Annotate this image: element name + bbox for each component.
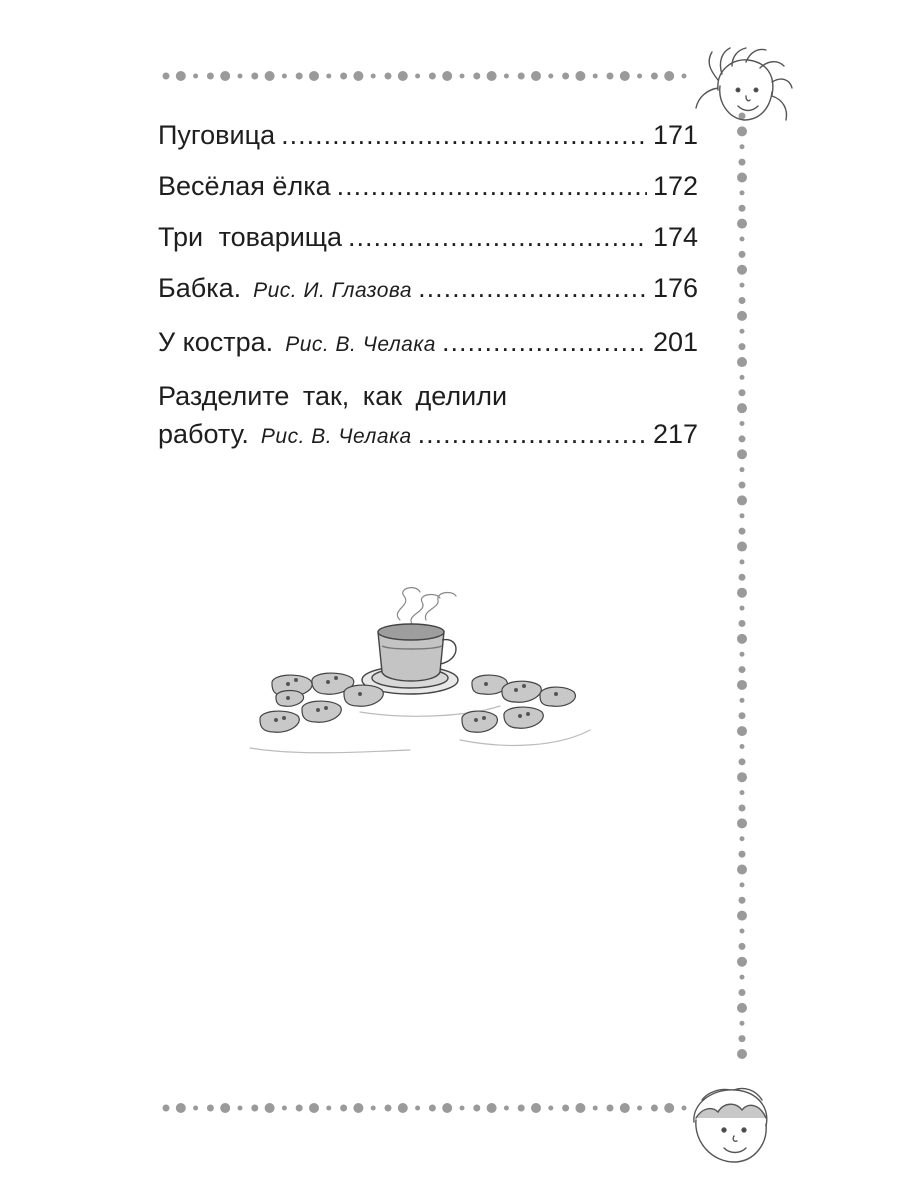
border-dot xyxy=(740,928,745,933)
dotted-border-bottom xyxy=(160,1100,690,1116)
border-dot xyxy=(737,173,747,183)
border-dot xyxy=(442,71,452,81)
toc-dot-leader xyxy=(337,167,647,205)
toc-entry-title: Бабка. xyxy=(158,273,242,303)
border-dot xyxy=(309,71,319,81)
border-dot xyxy=(682,74,687,79)
border-dot xyxy=(737,726,747,736)
border-dot xyxy=(740,467,745,472)
toc-entry-title-line: Разделите так, как делили xyxy=(158,381,508,411)
toc-entry xyxy=(158,323,698,364)
border-dot xyxy=(282,1106,287,1111)
border-dot xyxy=(740,513,745,518)
border-dot xyxy=(265,71,275,81)
border-dot xyxy=(739,758,746,765)
border-dot xyxy=(518,1105,525,1112)
border-dot xyxy=(739,574,746,581)
border-dot xyxy=(737,634,747,644)
border-dot xyxy=(737,219,747,229)
border-dot xyxy=(562,73,569,80)
border-dot xyxy=(473,1105,480,1112)
border-dot xyxy=(739,435,746,442)
toc-page-number: 171 xyxy=(652,120,698,150)
border-dot xyxy=(739,897,746,904)
border-dot xyxy=(739,343,746,350)
toc-page-number: 201 xyxy=(652,327,698,357)
border-dot xyxy=(531,71,541,81)
toc-illustrator-credit: Рис. В. Челака xyxy=(285,333,436,356)
border-dot xyxy=(504,1106,509,1111)
border-dot xyxy=(737,957,747,967)
toc-entry-title-line: работу. xyxy=(158,419,249,449)
border-dot xyxy=(296,73,303,80)
border-dot xyxy=(737,542,747,552)
border-dot xyxy=(531,1103,541,1113)
border-dot xyxy=(326,74,331,79)
border-dot xyxy=(562,1105,569,1112)
border-dot xyxy=(740,975,745,980)
border-dot xyxy=(309,1103,319,1113)
border-dot xyxy=(398,1103,408,1113)
dotted-border-top xyxy=(160,68,690,84)
border-dot xyxy=(739,205,746,212)
border-dot xyxy=(251,73,258,80)
border-dot xyxy=(737,680,747,690)
border-dot xyxy=(739,804,746,811)
border-dot xyxy=(415,1106,420,1111)
border-dot xyxy=(737,1049,747,1059)
border-dot xyxy=(593,1106,598,1111)
border-dot xyxy=(737,818,747,828)
table-of-contents xyxy=(158,116,698,469)
border-dot xyxy=(193,74,198,79)
border-dot xyxy=(326,1106,331,1111)
border-dot xyxy=(398,71,408,81)
border-dot xyxy=(737,864,747,874)
toc-dot-leader xyxy=(418,269,647,307)
border-dot xyxy=(740,836,745,841)
tea-cup-icon xyxy=(362,624,458,694)
border-dot xyxy=(740,190,745,195)
border-dot xyxy=(487,71,497,81)
border-dot xyxy=(371,1106,376,1111)
cookie-icon xyxy=(462,675,576,732)
toc-entry xyxy=(158,116,698,154)
boy-face-icon xyxy=(672,1078,782,1168)
border-dot xyxy=(740,144,745,149)
border-dot xyxy=(575,71,585,81)
border-dot xyxy=(737,911,747,921)
border-dot xyxy=(740,283,745,288)
toc-entry xyxy=(158,218,698,256)
border-dot xyxy=(739,666,746,673)
border-dot xyxy=(238,74,243,79)
border-dot xyxy=(739,389,746,396)
border-dot xyxy=(737,357,747,367)
border-dot xyxy=(620,71,630,81)
toc-entry-title: Три товарища xyxy=(158,222,343,252)
tea-and-cookies-illustration xyxy=(240,580,600,770)
border-dot xyxy=(737,449,747,459)
border-dot xyxy=(442,1103,452,1113)
border-dot xyxy=(737,495,747,505)
border-dot xyxy=(740,652,745,657)
border-dot xyxy=(251,1105,258,1112)
border-dot xyxy=(207,73,214,80)
border-dot xyxy=(739,482,746,489)
border-dot xyxy=(740,237,745,242)
border-dot xyxy=(737,311,747,321)
border-dot xyxy=(593,74,598,79)
border-dot xyxy=(664,71,674,81)
border-dot xyxy=(607,73,614,80)
border-dot xyxy=(740,882,745,887)
border-dot xyxy=(353,71,363,81)
border-dot xyxy=(429,73,436,80)
border-dot xyxy=(739,159,746,166)
border-dot xyxy=(739,297,746,304)
border-dot xyxy=(620,1103,630,1113)
toc-entry-title: Пуговица xyxy=(158,120,276,150)
border-dot xyxy=(473,73,480,80)
border-dot xyxy=(740,559,745,564)
border-dot xyxy=(504,74,509,79)
border-dot xyxy=(739,712,746,719)
border-dot xyxy=(739,943,746,950)
border-dot xyxy=(740,375,745,380)
toc-illustrator-credit: Рис. В. Челака xyxy=(260,425,412,448)
border-dot xyxy=(548,74,553,79)
border-dot xyxy=(238,1106,243,1111)
border-dot xyxy=(740,1021,745,1026)
border-dot xyxy=(739,851,746,858)
border-dot xyxy=(739,989,746,996)
border-dot xyxy=(739,528,746,535)
border-dot xyxy=(282,74,287,79)
border-dot xyxy=(737,772,747,782)
border-dot xyxy=(220,1103,230,1113)
toc-entry-title: Весёлая ёлка xyxy=(158,171,331,201)
border-dot xyxy=(385,73,392,80)
toc-dot-leader xyxy=(442,323,647,361)
border-dot xyxy=(737,265,747,275)
toc-page-number: 172 xyxy=(652,171,698,201)
border-dot xyxy=(163,73,170,80)
toc-entry xyxy=(158,377,698,456)
girl-face-icon xyxy=(688,40,798,130)
border-dot xyxy=(575,1103,585,1113)
border-dot xyxy=(518,73,525,80)
border-dot xyxy=(207,1105,214,1112)
toc-dot-leader xyxy=(418,415,647,453)
dotted-border-right xyxy=(734,110,750,1060)
border-dot xyxy=(740,698,745,703)
border-dot xyxy=(740,421,745,426)
border-dot xyxy=(371,74,376,79)
border-dot xyxy=(607,1105,614,1112)
border-dot xyxy=(353,1103,363,1113)
border-dot xyxy=(340,73,347,80)
border-dot xyxy=(220,71,230,81)
border-dot xyxy=(637,74,642,79)
border-dot xyxy=(487,1103,497,1113)
border-dot xyxy=(548,1106,553,1111)
toc-entry-title: У костра. xyxy=(158,327,274,357)
border-dot xyxy=(340,1105,347,1112)
toc-page-number: 217 xyxy=(652,419,698,449)
border-dot xyxy=(296,1105,303,1112)
border-dot xyxy=(739,1035,746,1042)
border-dot xyxy=(460,74,465,79)
border-dot xyxy=(193,1106,198,1111)
border-dot xyxy=(429,1105,436,1112)
border-dot xyxy=(737,1003,747,1013)
border-dot xyxy=(176,71,186,81)
border-dot xyxy=(739,620,746,627)
toc-entry xyxy=(158,167,698,205)
border-dot xyxy=(737,588,747,598)
border-dot xyxy=(739,251,746,258)
border-dot xyxy=(651,1105,658,1112)
border-dot xyxy=(163,1105,170,1112)
border-dot xyxy=(651,73,658,80)
border-dot xyxy=(637,1106,642,1111)
toc-illustrator-credit: Рис. И. Глазова xyxy=(253,279,413,302)
border-dot xyxy=(176,1103,186,1113)
border-dot xyxy=(740,790,745,795)
toc-page-number: 174 xyxy=(652,222,698,252)
border-dot xyxy=(415,74,420,79)
border-dot xyxy=(385,1105,392,1112)
toc-dot-leader xyxy=(281,116,647,154)
steam-icon xyxy=(397,588,456,624)
border-dot xyxy=(737,403,747,413)
border-dot xyxy=(740,606,745,611)
border-dot xyxy=(740,329,745,334)
toc-dot-leader xyxy=(348,218,647,256)
border-dot xyxy=(460,1106,465,1111)
toc-page-number: 176 xyxy=(652,273,698,303)
border-dot xyxy=(265,1103,275,1113)
border-dot xyxy=(740,744,745,749)
toc-entry xyxy=(158,269,698,310)
